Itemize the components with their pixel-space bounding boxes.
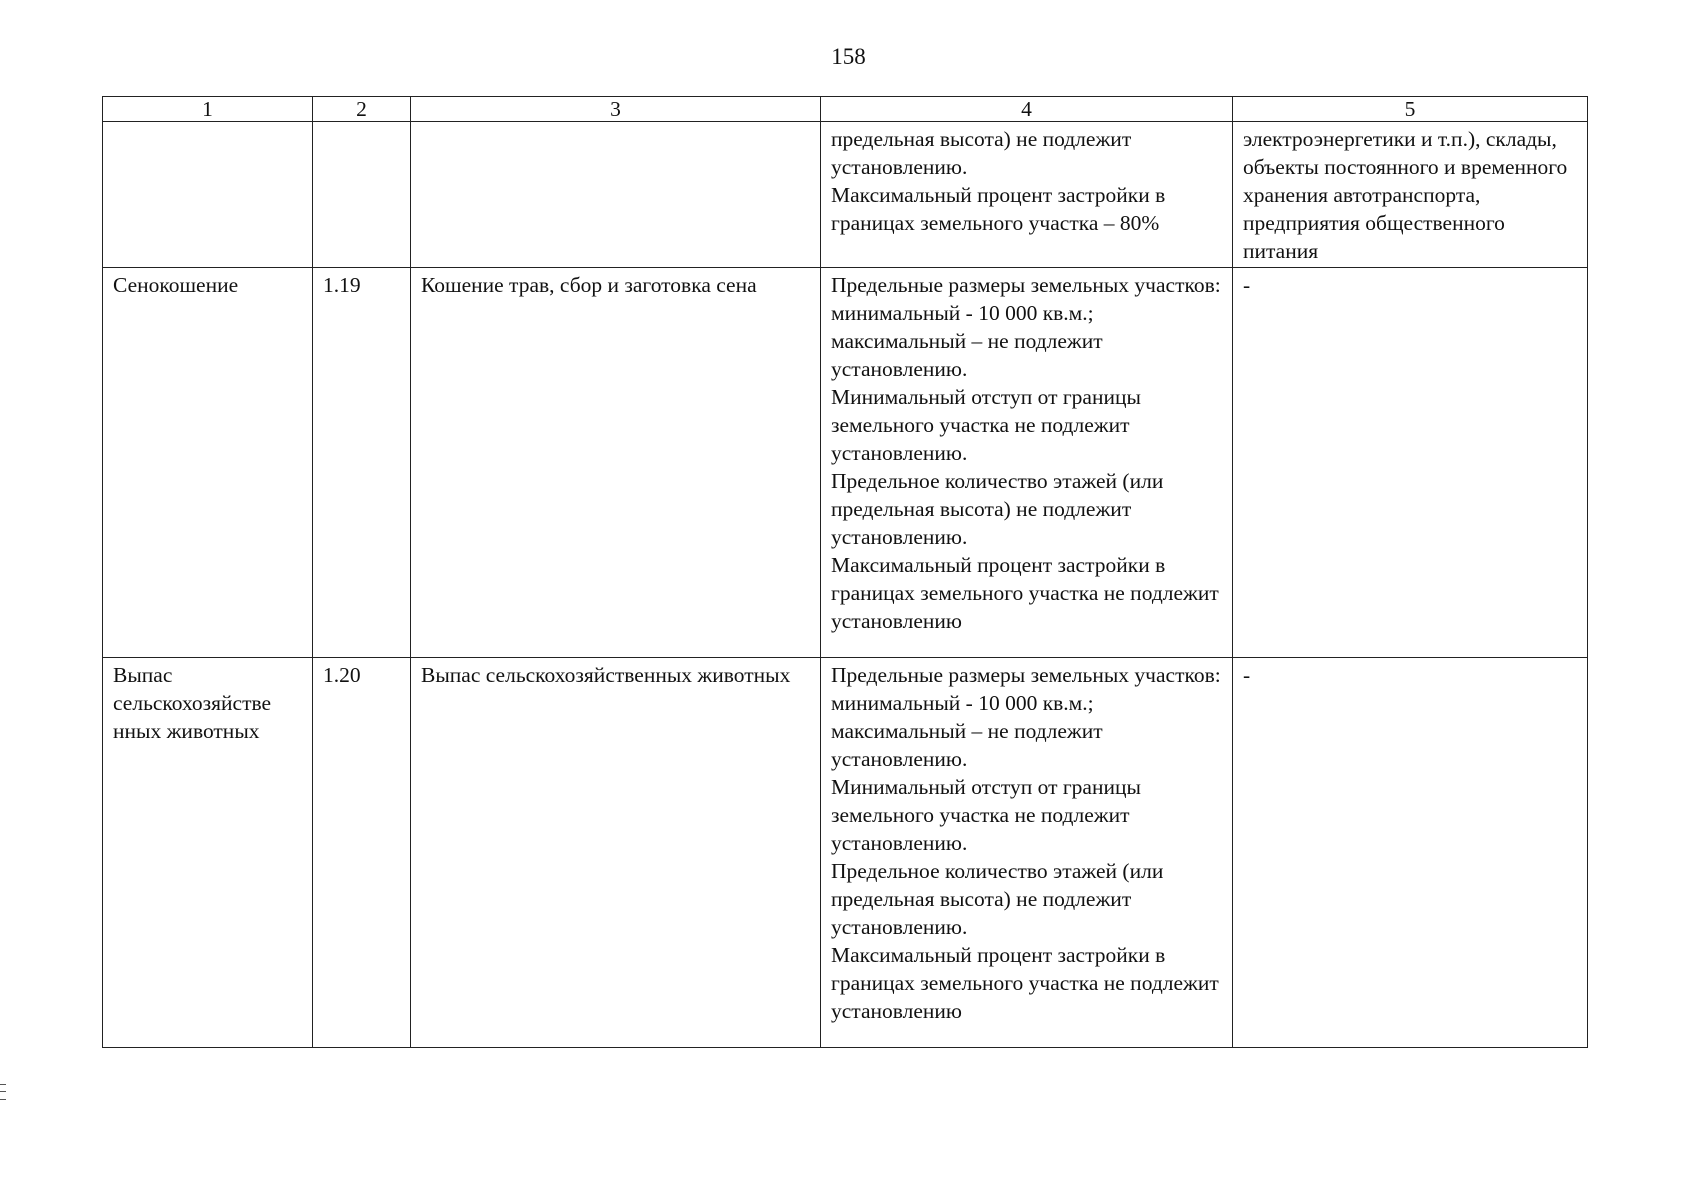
cell-description — [411, 268, 821, 658]
cell-text: - — [1243, 663, 1251, 687]
cell-notes — [1233, 658, 1588, 1048]
cell-notes — [1233, 122, 1588, 268]
table-row — [103, 122, 1588, 268]
cell-text: Сенокошение — [113, 273, 239, 297]
cell-text: Выпас сельскохозяйстве нных животных — [113, 663, 272, 743]
cell-text: Выпас сельскохозяйственных животных — [421, 663, 791, 687]
table-row — [103, 268, 1588, 658]
page-number: 158 — [831, 44, 866, 69]
land-use-table — [102, 96, 1588, 1048]
column-header-5: 5 — [1233, 97, 1588, 122]
cell-use-name — [103, 268, 313, 658]
cell-parameters — [821, 268, 1233, 658]
column-header-3: 3 — [411, 97, 821, 122]
cell-use-name — [103, 658, 313, 1048]
cell-parameters — [821, 122, 1233, 268]
cell-use-name — [103, 122, 313, 268]
cell-description — [411, 658, 821, 1048]
cell-parameters — [821, 658, 1233, 1048]
cell-text: Предельные размеры земельных участков: минимальный - 10 000 кв.м.; максимальный – не подлежит установлению. Минимальный отступ от границы земельного участка не подлежит установлению. Предельное количество этажей (или предельная высота) не подлежит установлению. Максимальный процент застройки в границах земельного участка не подлежит установлению — [831, 273, 1221, 633]
cell-code — [313, 122, 411, 268]
cell-text: Предельные размеры земельных участков: минимальный - 10 000 кв.м.; максимальный – не подлежит установлению. Минимальный отступ от границы земельного участка не подлежит установлению. Предельное количество этажей (или предельная высота) не подлежит установлению. Максимальный процент застройки в границах земельного участка не подлежит установлению — [831, 663, 1221, 1023]
cell-text: Кошение трав, сбор и заготовка сена — [421, 273, 757, 297]
column-header-4: 4 — [821, 97, 1233, 122]
scan-margin-mark — [0, 1084, 6, 1100]
cell-text: 1.20 — [323, 663, 361, 687]
cell-code — [313, 658, 411, 1048]
table-header-row — [103, 97, 1588, 122]
cell-notes — [1233, 268, 1588, 658]
cell-text: 1.19 — [323, 273, 361, 297]
cell-text: электроэнергетики и т.п.), склады, объекты постоянного и временного хранения автотранспорта, предприятия общественного питания — [1243, 127, 1568, 263]
cell-code — [313, 268, 411, 658]
cell-text: предельная высота) не подлежит установлению. Максимальный процент застройки в границах земельного участка – 80% — [831, 127, 1166, 235]
cell-text: - — [1243, 273, 1251, 297]
table-row — [103, 658, 1588, 1048]
cell-description — [411, 122, 821, 268]
column-header-2: 2 — [313, 97, 411, 122]
column-header-1: 1 — [103, 97, 313, 122]
